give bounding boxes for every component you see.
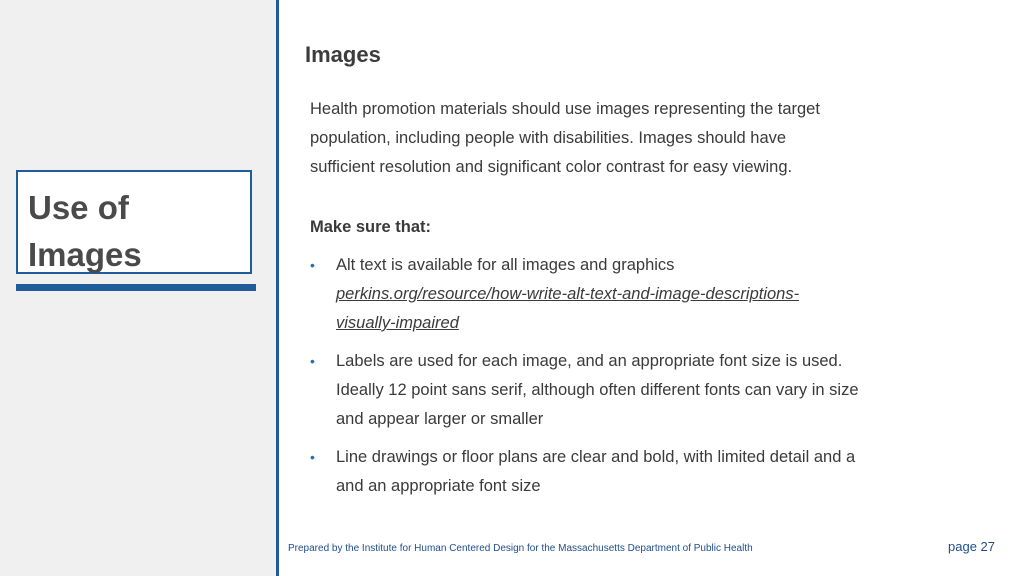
bullet-item-labels [310, 347, 930, 434]
bullet-icon: • [310, 353, 315, 369]
bullet-icon: • [310, 257, 315, 273]
perkins-alt-text-link[interactable] [336, 280, 930, 338]
bullet-item-line-drawings [310, 443, 930, 501]
intro-line: population, including people with disabilities. Images should have [310, 129, 787, 147]
lead-text: Make sure that: [310, 218, 432, 236]
intro-line: sufficient resolution and significant color contrast for easy viewing. [310, 158, 793, 176]
bullet-line: Labels are used for each image, and an appropriate font size is used. [336, 352, 843, 370]
section-title-box [16, 170, 252, 274]
intro-paragraph [310, 95, 900, 182]
section-underline-bar [16, 284, 256, 291]
link-line: visually-impaired [336, 314, 459, 332]
page-title: Images [305, 42, 381, 67]
section-title-line1: Use of [28, 189, 129, 226]
page-number: page 27 [948, 539, 995, 554]
intro-line: Health promotion materials should use images representing the target [310, 100, 820, 118]
bullet-line: Line drawings or floor plans are clear and bold, with limited detail and a [336, 448, 856, 466]
bullet-list [310, 251, 930, 510]
link-line: perkins.org/resource/how-write-alt-text-and-image-descriptions- [336, 285, 800, 303]
bullet-line: and an appropriate font size [336, 477, 541, 495]
section-title [28, 184, 250, 278]
section-title-line2: Images [28, 236, 142, 273]
bullet-line: Ideally 12 point sans serif, although often different fonts can vary in size [336, 381, 859, 399]
sidebar-divider [276, 0, 279, 576]
footer-credit: Prepared by the Institute for Human Centered Design for the Massachusetts Department of Public Health [288, 543, 753, 554]
bullet-line: Alt text is available for all images and graphics [336, 256, 675, 274]
bullet-item-alt-text [310, 251, 930, 338]
bullet-icon: • [310, 449, 315, 465]
bullet-line: and appear larger or smaller [336, 410, 544, 428]
